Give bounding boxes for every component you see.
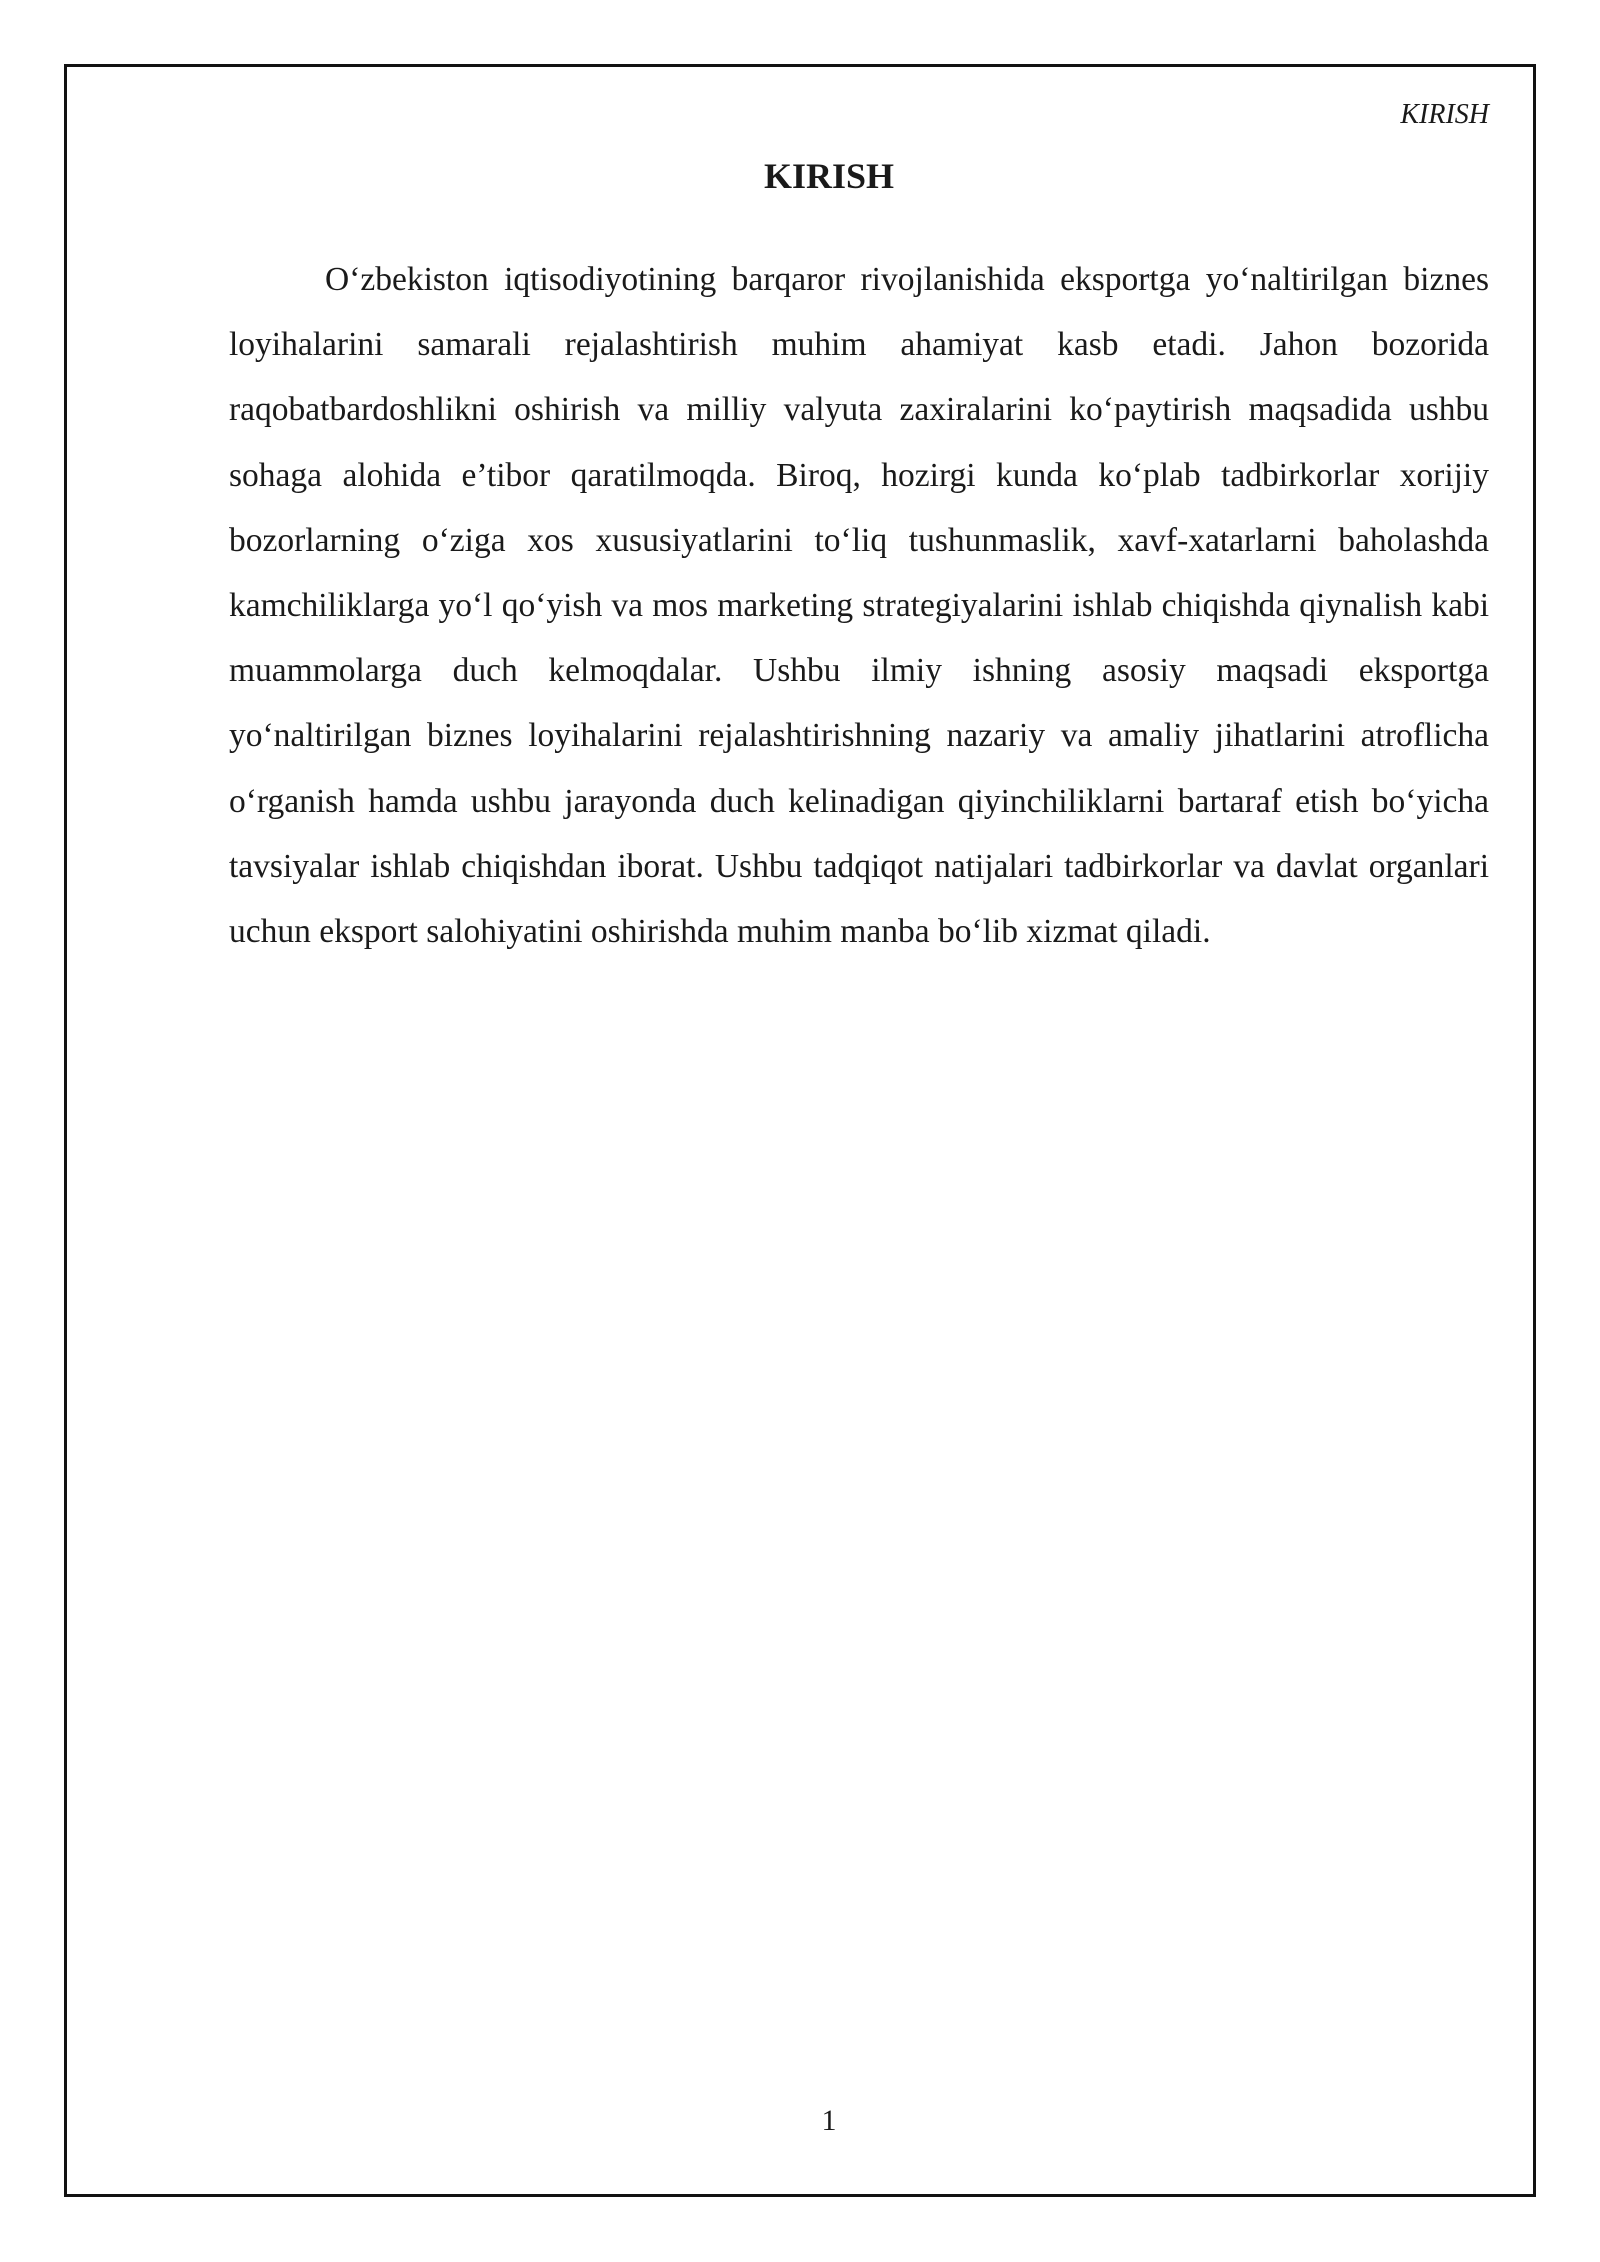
- running-header: KIRISH: [1400, 99, 1489, 130]
- section-title: KIRISH: [763, 156, 895, 196]
- page-number: 1: [821, 2104, 837, 2137]
- body-paragraph: O‘zbekiston iqtisodiyotining barqaror rivojlanishida eksportga yo‘naltirilgan biznes loyihalarini samarali rejalashtirish muhim ahamiyat kasb etadi. Jahon bozorida raqobatbardoshlikni oshirish va milliy valyuta zaxiralarini ko‘paytirish maqsadida ushbu sohaga alohida e’tibor qaratilmoqda. Biroq, hozirgi kunda ko‘plab tadbirkorlar xorijiy bozorlarning o‘ziga xos xususiyatlarini to‘liq tushunmaslik, xavf-xatarlarni baholashda kamchiliklarga yo‘l qo‘yish va mos marketing strategiyalarini ishlab chiqishda qiynalish kabi muammolarga duch kelmoqdalar. Ushbu ilmiy ishning asosiy maqsadi eksportga yo‘naltirilgan biznes loyihalarini rejalashtirishning nazariy va amaliy jihatlarini atroflicha o‘rganish hamda ushbu jarayonda duch kelinadigan qiyinchiliklarni bartaraf etish bo‘yicha tavsiyalar ishlab chiqishdan iborat. Ushbu tadqiqot natijalari tadbirkorlar va davlat organlari uchun eksport salohiyatini oshirishda muhim manba bo‘lib xizmat qiladi.: [229, 261, 1489, 951]
